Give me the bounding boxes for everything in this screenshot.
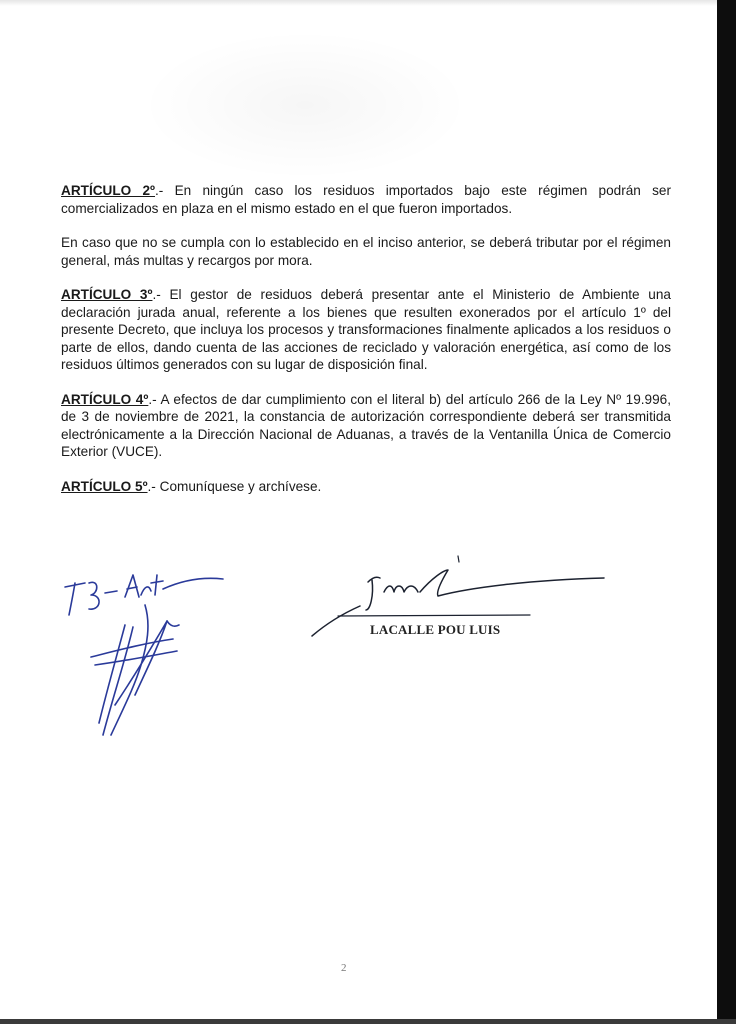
article-3-heading: ARTÍCULO 3º	[61, 287, 153, 302]
scan-right-edge	[717, 0, 736, 1024]
article-5-text: Comuníquese y archívese.	[155, 478, 322, 494]
article-3	[61, 286, 671, 374]
article-4-text: A efectos de dar cumplimiento con el literal b) del artículo 266 de la Ley Nº 19.996, de 3 de noviembre de 2021, la constancia de autorización correspondiente deberá ser transmitida electrónicamente a la Dirección Nacional de Aduanas, a través de la Ventanilla Única de Comercio Exterior (VUCE).	[61, 391, 672, 459]
article-2-heading: ARTÍCULO 2º	[61, 183, 156, 198]
signatory-name: LACALLE POU LUIS	[370, 622, 501, 637]
page-number: 2	[341, 962, 347, 974]
article-2-paragraph-2	[61, 234, 671, 269]
document-body	[61, 182, 671, 512]
article-4	[61, 391, 671, 461]
article-5	[61, 478, 671, 496]
article-2	[61, 182, 671, 217]
article-5-heading: ARTÍCULO 5º	[61, 478, 148, 494]
article-3-sep: .-	[152, 287, 161, 302]
scan-top-shadow	[0, 0, 717, 6]
scan-bleed-through	[140, 30, 470, 180]
scan-bottom-edge	[0, 1019, 736, 1024]
article-2-sep: .-	[155, 183, 164, 198]
left-signature	[55, 565, 230, 750]
article-4-heading: ARTÍCULO 4º	[61, 391, 149, 407]
article-5-sep: .-	[147, 478, 156, 494]
article-2-text: En ningún caso los residuos importados bajo este régimen podrán ser comercializados en plaza en el mismo estado en el que fueron importados.	[61, 183, 671, 216]
article-2-paragraph-2-text: En caso que no se cumpla con lo establecido en el inciso anterior, se deberá tributar por el régimen general, más multas y recargos por mora.	[61, 235, 671, 268]
article-3-text: El gestor de residuos deberá presentar ante el Ministerio de Ambiente una declaración jurada anual, referente a los bienes que resulten exonerados por el artículo 1º del presente Decreto, que incluya los procesos y transformaciones finalmente aplicados a los residuos o parte de ellos, dando cuenta de las acciones de reciclado y valoración energética, así como de los residuos últimos generados con su lugar de disposición final.	[61, 287, 671, 372]
article-4-sep: .-	[148, 391, 157, 407]
